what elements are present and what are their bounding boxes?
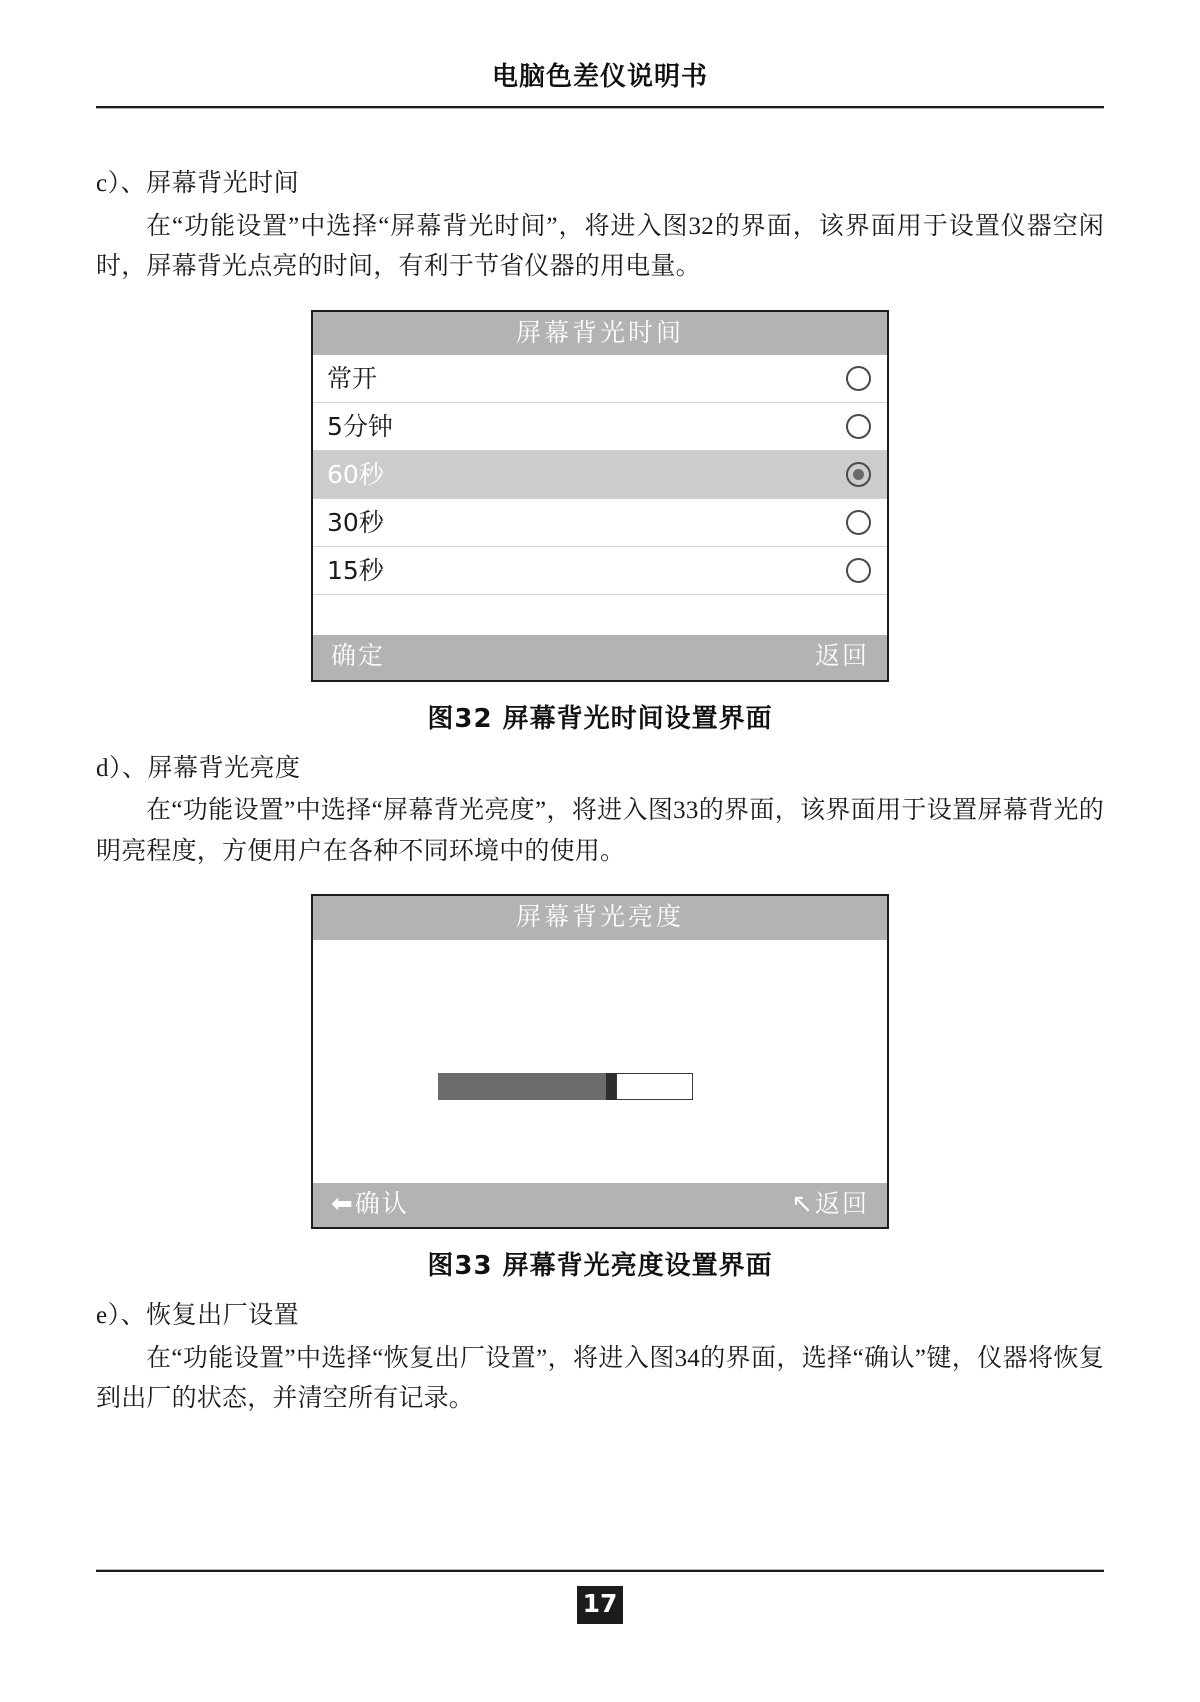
back-button[interactable] — [815, 642, 869, 670]
figure33-device-screen — [311, 894, 889, 1229]
radio-button-icon[interactable] — [846, 558, 871, 583]
section-c-heading: c）、屏幕背光时间 — [96, 170, 300, 197]
back-button-label: 返回 — [814, 1188, 869, 1218]
figure32-device-screen — [311, 310, 889, 682]
slider-fill — [438, 1073, 606, 1100]
list-item[interactable] — [313, 403, 887, 451]
confirm-button[interactable] — [331, 642, 385, 670]
radio-button-icon[interactable] — [846, 414, 871, 439]
option-label: 60秒 — [327, 460, 384, 489]
option-label: 常开 — [327, 364, 378, 393]
back-button[interactable] — [791, 1190, 869, 1218]
radio-button-icon[interactable] — [846, 366, 871, 391]
option-label: 30秒 — [327, 508, 384, 537]
section-e-heading: e）、恢复出厂设置 — [96, 1302, 300, 1329]
option-label: 5分钟 — [327, 412, 393, 441]
list-item[interactable] — [313, 547, 887, 595]
confirm-button-label: 确定 — [331, 641, 386, 670]
footer-divider — [96, 1569, 1104, 1572]
page-footer — [96, 1569, 1104, 1625]
list-empty-row — [313, 595, 887, 635]
figure32-screen-title: 屏幕背光时间 — [313, 312, 887, 356]
document-title: 电脑色差仪说明书 — [491, 62, 708, 92]
figure33-screen-footer — [313, 1183, 887, 1228]
list-item[interactable] — [313, 355, 887, 403]
figure33-caption: 图33 屏幕背光亮度设置界面 — [427, 1251, 773, 1281]
back-arrow-icon: ↖ — [791, 1189, 813, 1220]
figure32-screen-footer — [313, 635, 887, 680]
confirm-button-label: 确认 — [354, 1188, 409, 1218]
section-e-paragraph: 在“功能设置”中选择“恢复出厂设置”，将进入图34的界面，选择“确认”键，仪器将恢复到出厂的状态，并清空所有记录。 — [96, 1344, 1104, 1412]
page-content — [96, 150, 1104, 1420]
slider-track[interactable] — [616, 1073, 693, 1100]
header-divider — [96, 106, 1104, 109]
list-item[interactable] — [313, 499, 887, 547]
back-button-label: 返回 — [814, 641, 869, 670]
enter-arrow-icon: ⬅ — [331, 1189, 353, 1220]
radio-button-icon[interactable] — [846, 510, 871, 535]
page-header — [96, 62, 1104, 117]
section-c-paragraph: 在“功能设置”中选择“屏幕背光时间”，将进入图32的界面，该界面用于设置仪器空闲时，屏幕背光点亮的时间，有利于节省仪器的用电量。 — [96, 212, 1104, 280]
page-number: 17 — [577, 1586, 623, 1625]
figure32-caption: 图32 屏幕背光时间设置界面 — [427, 703, 773, 734]
figure33-screen-title: 屏幕背光亮度 — [313, 896, 887, 940]
figure33-screen-body — [313, 940, 887, 1183]
confirm-button[interactable] — [331, 1190, 409, 1218]
option-label: 15秒 — [327, 556, 384, 585]
radio-button-checked-icon[interactable] — [846, 462, 871, 487]
figure32-option-list — [313, 355, 887, 635]
list-item-selected[interactable] — [313, 451, 887, 499]
section-d-heading: d）、屏幕背光亮度 — [96, 754, 301, 782]
slider-thumb[interactable] — [606, 1073, 616, 1100]
section-d-paragraph: 在“功能设置”中选择“屏幕背光亮度”，将进入图33的界面，该界面用于设置屏幕背光的明亮程度，方便用户在各种不同环境中的使用。 — [96, 797, 1104, 865]
brightness-slider[interactable] — [438, 1073, 693, 1100]
